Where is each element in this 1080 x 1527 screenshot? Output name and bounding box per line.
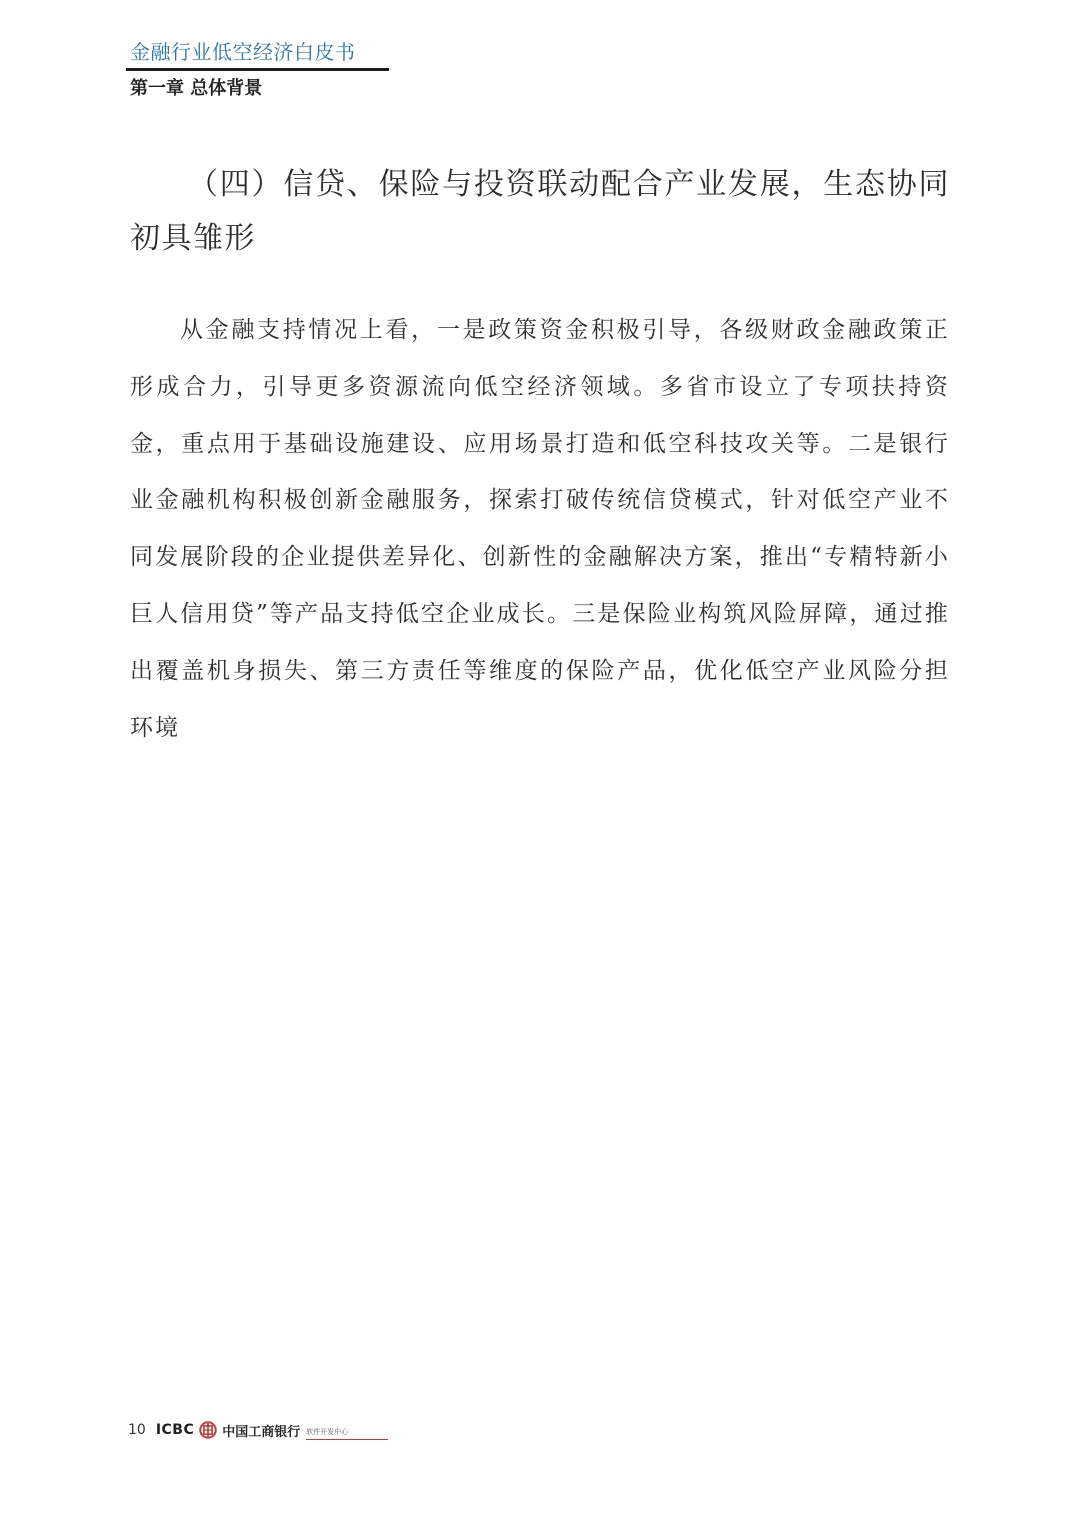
document-title: 金融行业低空经济白皮书 [130, 40, 356, 64]
body-paragraph: 从金融支持情况上看，一是政策资金积极引导，各级财政金融政策正形成合力，引导更多资源流向低空经济领域。多省市设立了专项扶持资金，重点用于基础设施建设、应用场景打造和低空科技攻关等。二是银行业金融机构积极创新金融服务，探索打破传统信贷模式，针对低空产业不同发展阶段的企业提供差异化、创新性的金融解决方案，推出“专精特新小巨人信用贷”等产品支持低空企业成长。三是保险业构筑风险屏障，通过推出覆盖机身损失、第三方责任等维度的保险产品，优化低空产业风险分担环境 [130, 317, 950, 741]
icbc-logo-text: ICBC [155, 1422, 195, 1438]
chapter-title: 第一章 总体背景 [130, 78, 263, 99]
icbc-logo-icon [199, 1421, 217, 1439]
sub-unit-block [306, 1427, 388, 1440]
sub-unit-underline [306, 1439, 388, 1440]
page-footer [128, 1418, 388, 1442]
sub-unit-label: 软件开发中心 [306, 1427, 349, 1436]
section-heading: （四）信贷、保险与投资联动配合产业发展，生态协同初具雏形 [130, 167, 950, 256]
page-number: 10 [128, 1422, 146, 1438]
bank-name: 中国工商银行 [222, 1424, 301, 1440]
header-divider [126, 68, 389, 71]
